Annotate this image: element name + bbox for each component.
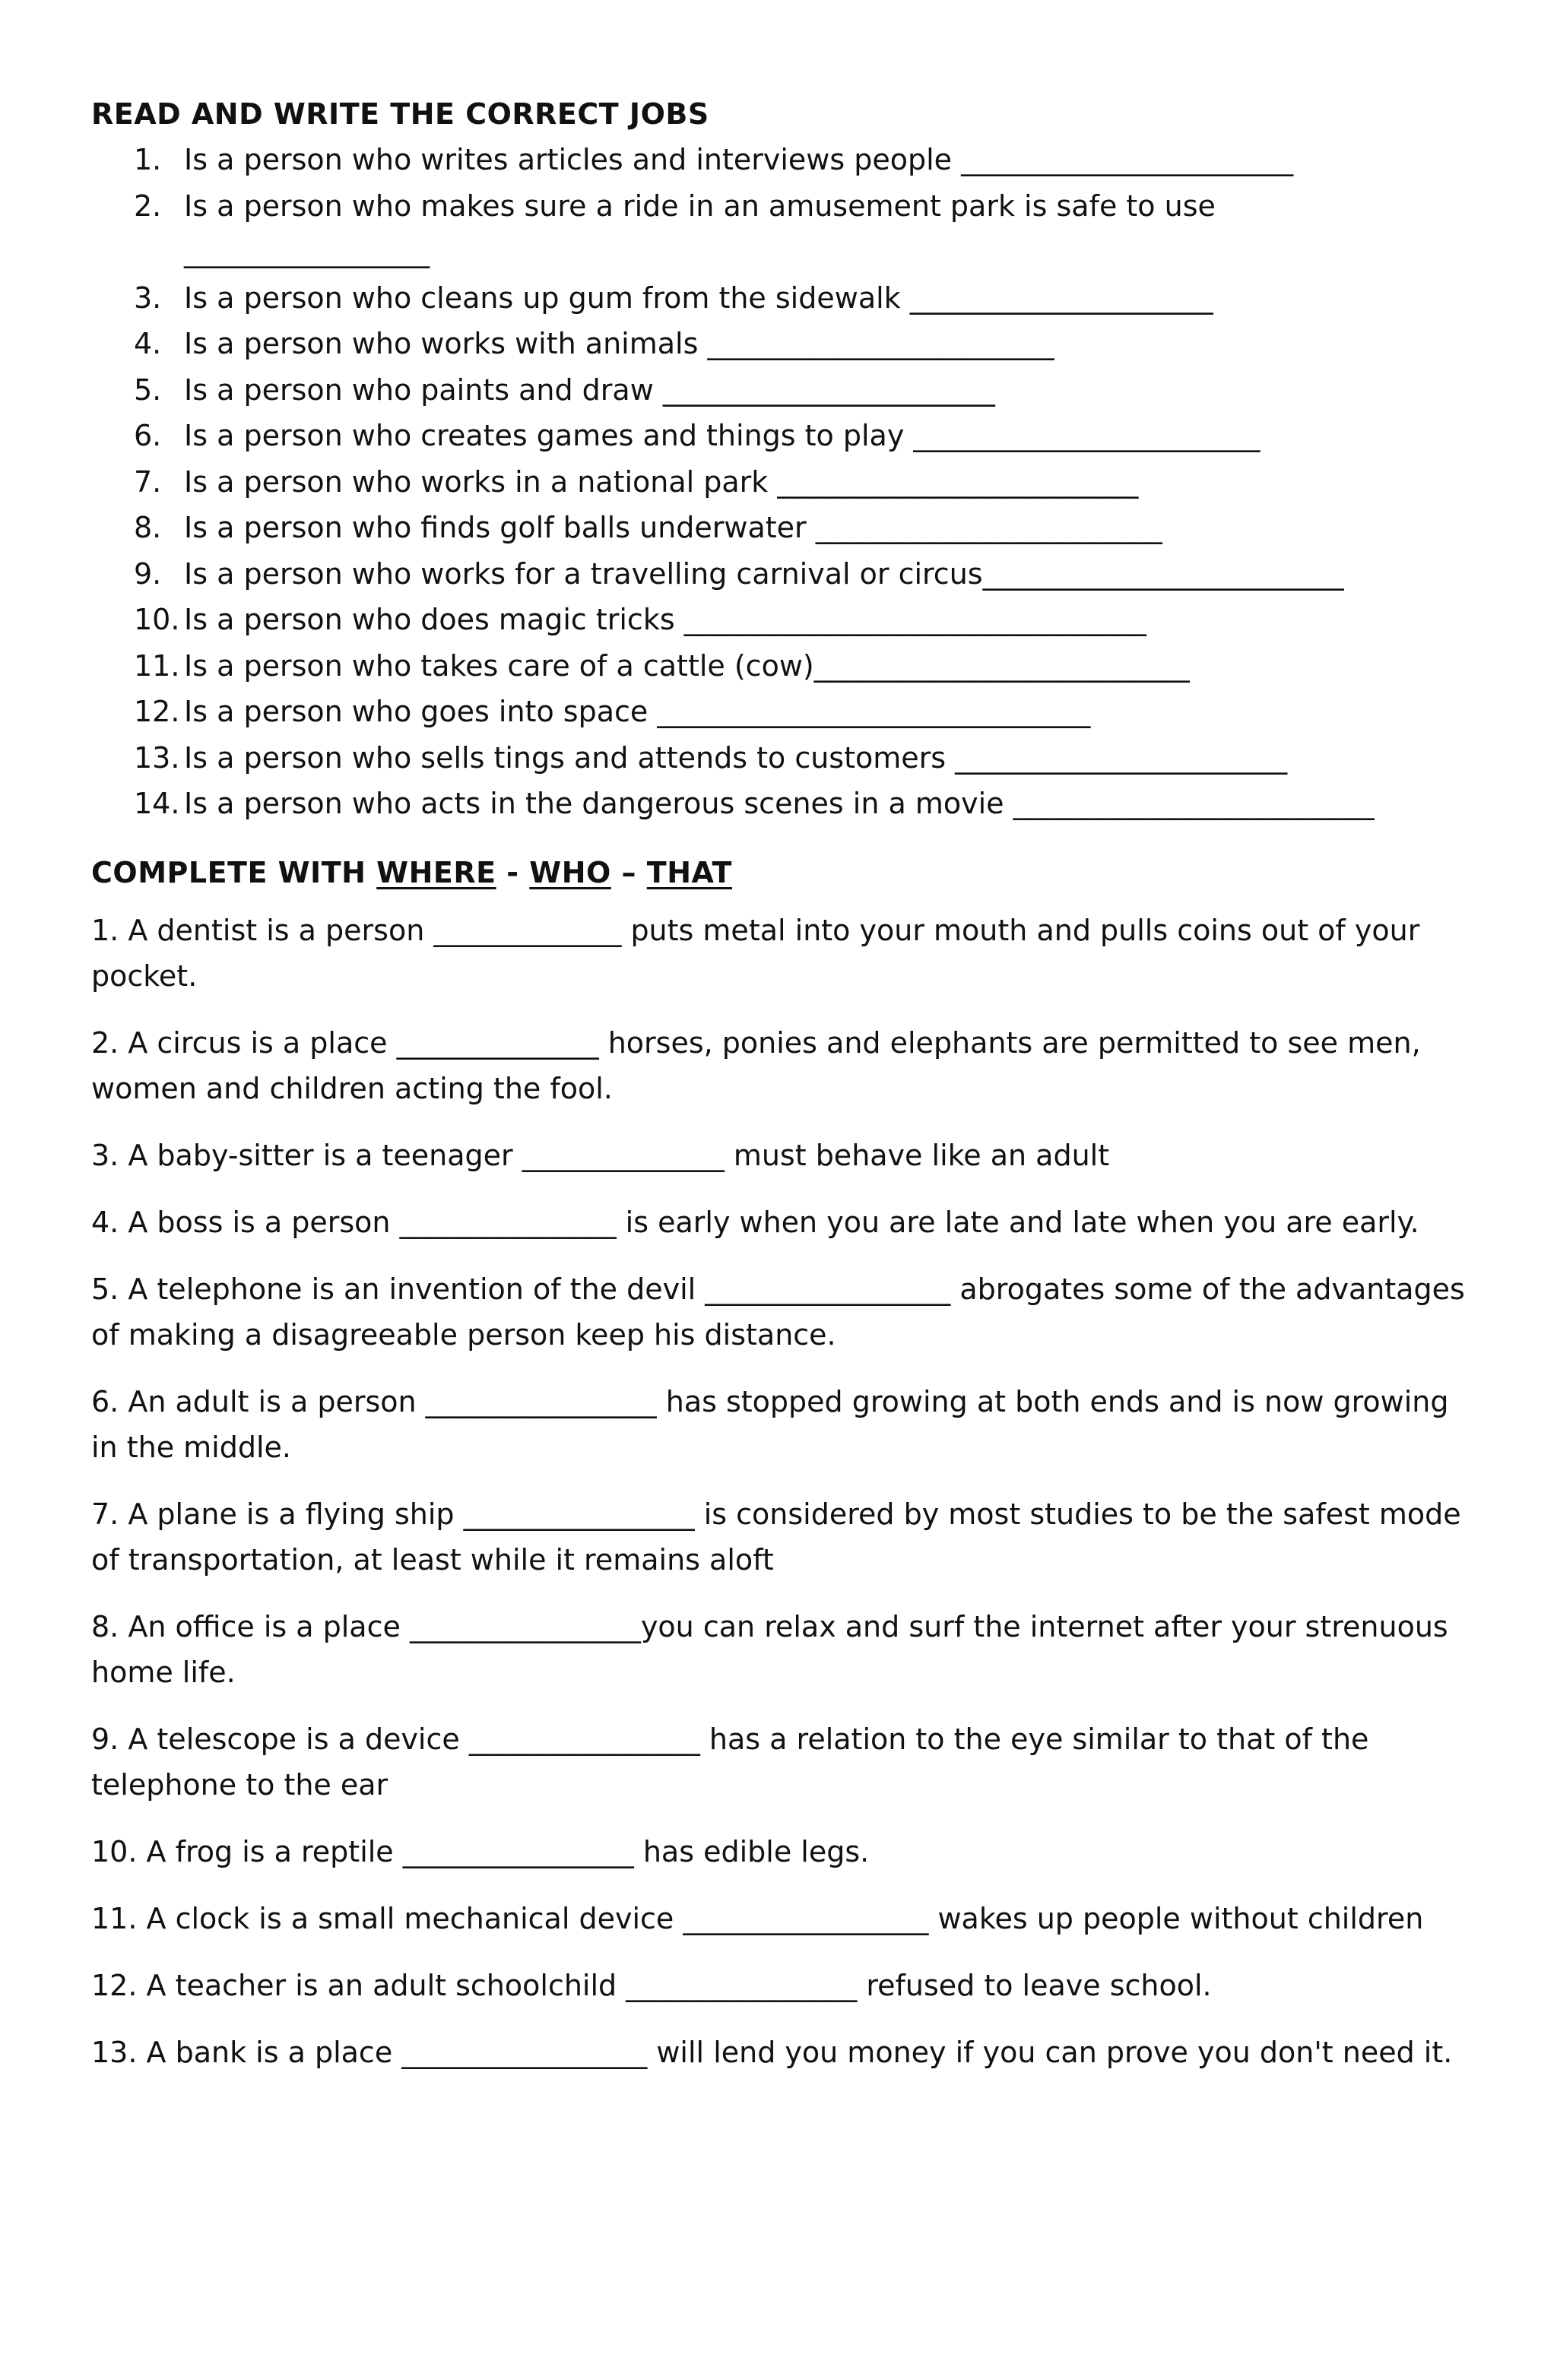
worksheet-page <box>91 91 1475 2096</box>
keyword-that: THAT <box>646 855 732 889</box>
item-number: 8. <box>134 511 162 544</box>
list-item <box>91 643 1475 689</box>
sentence-item: 4. A boss is a person _______________ is early when you are late and late when you are early. <box>91 1205 1419 1239</box>
item-number: 4. <box>134 327 162 360</box>
item-text: Is a person who works with animals ________________________ <box>184 327 1054 360</box>
section2 <box>91 850 1475 2075</box>
item-text: Is a person who cleans up gum from the sidewalk _____________________ <box>184 280 1213 315</box>
item-number: 5. <box>134 372 162 407</box>
section1-title: READ AND WRITE THE CORRECT JOBS <box>91 97 709 131</box>
list-item <box>91 505 1475 551</box>
item-text: Is a person who goes into space ______________________________ <box>184 695 1091 728</box>
item-text: Is a person who sells tings and attends to customers _______________________ <box>184 740 1288 775</box>
sentence-item: 8. An office is a place ________________you can relax and surf the internet after your strenuous home life. <box>91 1609 1457 1689</box>
item-number: 10. <box>134 603 180 636</box>
list-item <box>91 781 1475 827</box>
item-number: 2. <box>134 189 162 223</box>
list-item <box>91 321 1475 367</box>
item-number: 9. <box>134 556 162 591</box>
item-text: Is a person who paints and draw _______________________ <box>184 372 995 407</box>
item-number: 6. <box>134 419 162 452</box>
item-text: Is a person who makes sure a ride in an amusement park is safe to use _________________ <box>184 189 1216 268</box>
item-text: Is a person who works for a travelling carnival or circus_________________________ <box>184 556 1344 591</box>
sentence-item: 7. A plane is a flying ship ________________ is considered by most studies to be the safest mode of transportation, at least while it remains aloft <box>91 1497 1470 1577</box>
list-item <box>91 551 1475 597</box>
sentence-item: 3. A baby-sitter is a teenager ______________ must behave like an adult <box>91 1138 1110 1172</box>
item-number: 14. <box>134 787 180 820</box>
list-item <box>91 459 1475 505</box>
item-text: Is a person who takes care of a cattle (cow)__________________________ <box>184 648 1190 683</box>
section2-title <box>91 850 1475 895</box>
item-number: 3. <box>134 280 162 315</box>
item-text: Is a person who acts in the dangerous scenes in a movie _________________________ <box>184 787 1375 820</box>
sentence-item: 5. A telephone is an invention of the devil _________________ abrogates some of the advantages of making a disagreeable person keep his distance. <box>91 1272 1474 1352</box>
separator: - <box>496 855 530 889</box>
item-number: 12. <box>134 695 180 728</box>
item-text: Is a person who does magic tricks ________________________________ <box>184 603 1146 636</box>
item-text: Is a person who works in a national park _________________________ <box>184 464 1139 499</box>
list-item <box>91 689 1475 735</box>
sentence-item: 2. A circus is a place ______________ horses, ponies and elephants are permitted to see men, women and children acting the fool. <box>91 1025 1430 1105</box>
jobs-list <box>91 137 1475 827</box>
sentence-item: 6. An adult is a person ________________ has stopped growing at both ends and is now growing in the middle. <box>91 1384 1458 1464</box>
item-number: 13. <box>134 740 180 775</box>
item-number: 11. <box>134 648 180 683</box>
list-item <box>91 137 1475 183</box>
separator: – <box>610 855 647 889</box>
list-item <box>91 413 1475 459</box>
item-number: 1. <box>134 143 162 176</box>
section2-title-prefix: COMPLETE WITH <box>91 855 377 889</box>
list-item <box>91 597 1475 643</box>
list-item <box>91 275 1475 322</box>
list-item <box>91 183 1475 275</box>
item-number: 7. <box>134 464 162 499</box>
list-item <box>91 367 1475 414</box>
sentence-item: 1. A dentist is a person _____________ puts metal into your mouth and pulls coins out of your pocket. <box>91 913 1429 993</box>
list-item <box>91 735 1475 781</box>
item-text: Is a person who finds golf balls underwater ________________________ <box>184 511 1162 544</box>
sentence-item: 11. A clock is a small mechanical device _________________ wakes up people without children <box>91 1901 1424 1935</box>
sentence-item: 9. A telescope is a device ________________ has a relation to the eye similar to that of the telephone to the ear <box>91 1722 1378 1802</box>
sentence-item: 13. A bank is a place _________________ will lend you money if you can prove you don't need it. <box>91 2035 1453 2069</box>
item-text: Is a person who creates games and things to play ________________________ <box>184 419 1261 452</box>
item-text: Is a person who writes articles and interviews people _______________________ <box>184 143 1294 176</box>
keyword-where: WHERE <box>376 855 496 889</box>
keyword-who: WHO <box>529 855 611 889</box>
sentence-item: 10. A frog is a reptile ________________ has edible legs. <box>91 1834 870 1868</box>
sentence-item: 12. A teacher is an adult schoolchild ________________ refused to leave school. <box>91 1968 1212 2002</box>
